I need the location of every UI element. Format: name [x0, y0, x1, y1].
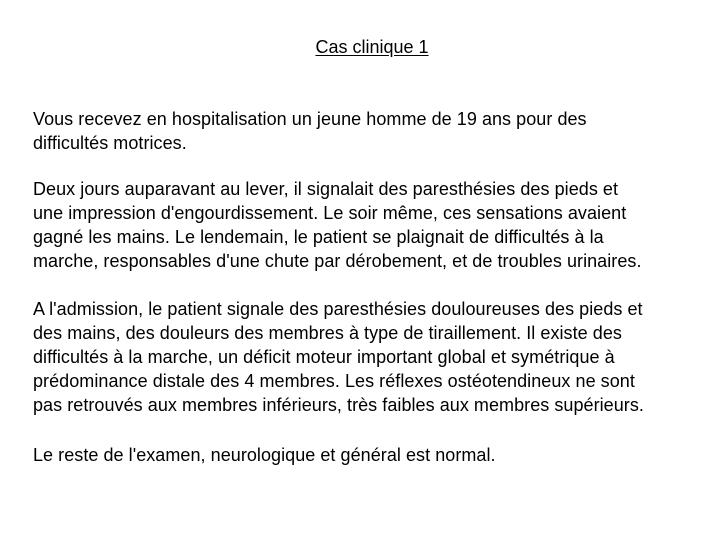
- paragraph-admission-reason: Vous recevez en hospitalisation un jeune homme de 19 ans pour des difficultés motrices.: [33, 109, 587, 153]
- paragraph-conclusion: Le reste de l'examen, neurologique et général est normal.: [33, 445, 496, 465]
- slide-title: Cas clinique 1: [315, 37, 429, 57]
- paragraph-examination: A l'admission, le patient signale des paresthésies douloureuses des pieds et des mains, des douleurs des membres à type de tiraillement. Il existe des difficultés à la marche, un déficit moteur important global et symétrique à prédominance distale des 4 membres. Les réflexes ostéotendineux ne sont pas retrouvés aux membres inférieurs, très faibles aux membres supérieurs.: [33, 299, 644, 415]
- paragraph-history: Deux jours auparavant au lever, il signalait des paresthésies des pieds et une impression d'engourdissement. Le soir même, ces sensations avaient gagné les mains. Le lendemain, le patient se plaignait de difficultés à la marche, responsables d'une chute par dérobement, et de troubles urinaires.: [33, 179, 642, 271]
